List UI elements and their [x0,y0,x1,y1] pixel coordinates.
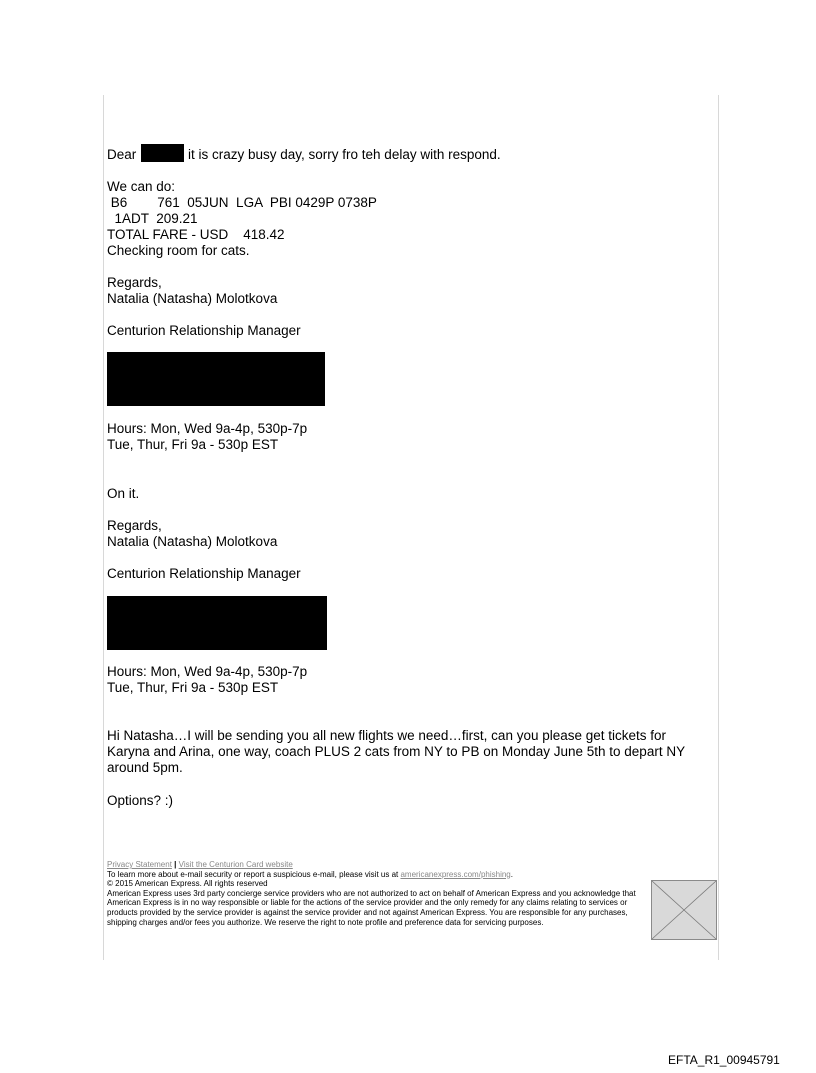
total-fare: TOTAL FARE - USD 418.42 [107,227,285,242]
security-notice: To learn more about e-mail security or report a suspicious e-mail, please visit us at [107,869,401,879]
disclaimer: American Express uses 3rd party concierge service providers who are not authorized to act on behalf of American Express and you acknowledge that American Express is in no way responsible or liable for the actions of the service provider and the only remedy for any claims relating to services or products provided by the service provider is against the service provider and not against American Express. You are responsible for any purchases, shipping charges and/or fees you authorize. We reserve the right to note profile and preference data for servicing purposes. [107,888,636,927]
signature-hours-1: Hours: Mon, Wed 9a-4p, 530p-7p [107,421,308,436]
redacted-contact-block [107,596,327,650]
document-id: EFTA_R1_00945791 [668,1053,780,1067]
options-question: Options? :) [107,793,174,808]
greeting-text: it is crazy busy day, sorry fro teh delay with respond. [188,147,501,162]
privacy-statement-link[interactable]: Privacy Statement [107,860,172,869]
signature-name: Natalia (Natasha) Molotkova [107,534,278,549]
broken-image-icon [651,880,717,940]
centurion-website-link[interactable]: Visit the Centurion Card website [178,860,293,869]
signature-hours-2: Tue, Thur, Fri 9a - 530p EST [107,437,279,452]
redacted-name [141,144,184,162]
signature-regards: Regards, [107,275,162,290]
we-can-do: We can do: [107,179,176,194]
signature-title: Centurion Relationship Manager [107,566,301,581]
signature-title: Centurion Relationship Manager [107,323,301,338]
frame-left-border [103,95,104,960]
security-notice-end: . [510,869,513,879]
signature-hours-2: Tue, Thur, Fri 9a - 530p EST [107,680,279,695]
amex-footer [107,860,652,927]
frame-right-border [718,95,719,960]
flight-request-message: Hi Natasha…I will be sending you all new flights we need…first, can you please get tickets for Karyna and Arina, one way, coach PLUS 2 cats from NY to PB on Monday June 5th to depart NY around 5pm. [107,728,685,775]
signature-name: Natalia (Natasha) Molotkova [107,291,278,306]
signature-regards: Regards, [107,518,162,533]
flight-line: B6 761 05JUN LGA PBI 0429P 0738P [107,195,377,210]
phishing-link[interactable]: americanexpress.com/phishing [400,869,511,879]
copyright: © 2015 American Express. All rights reserved [107,879,268,889]
reply-on-it: On it. [107,486,140,501]
checking-room: Checking room for cats. [107,243,250,258]
signature-hours-1: Hours: Mon, Wed 9a-4p, 530p-7p [107,664,308,679]
greeting-dear: Dear [107,147,137,162]
redacted-contact-block [107,352,325,406]
fare-adt-line: 1ADT 209.21 [107,211,198,226]
footer-separator: | [174,860,177,869]
